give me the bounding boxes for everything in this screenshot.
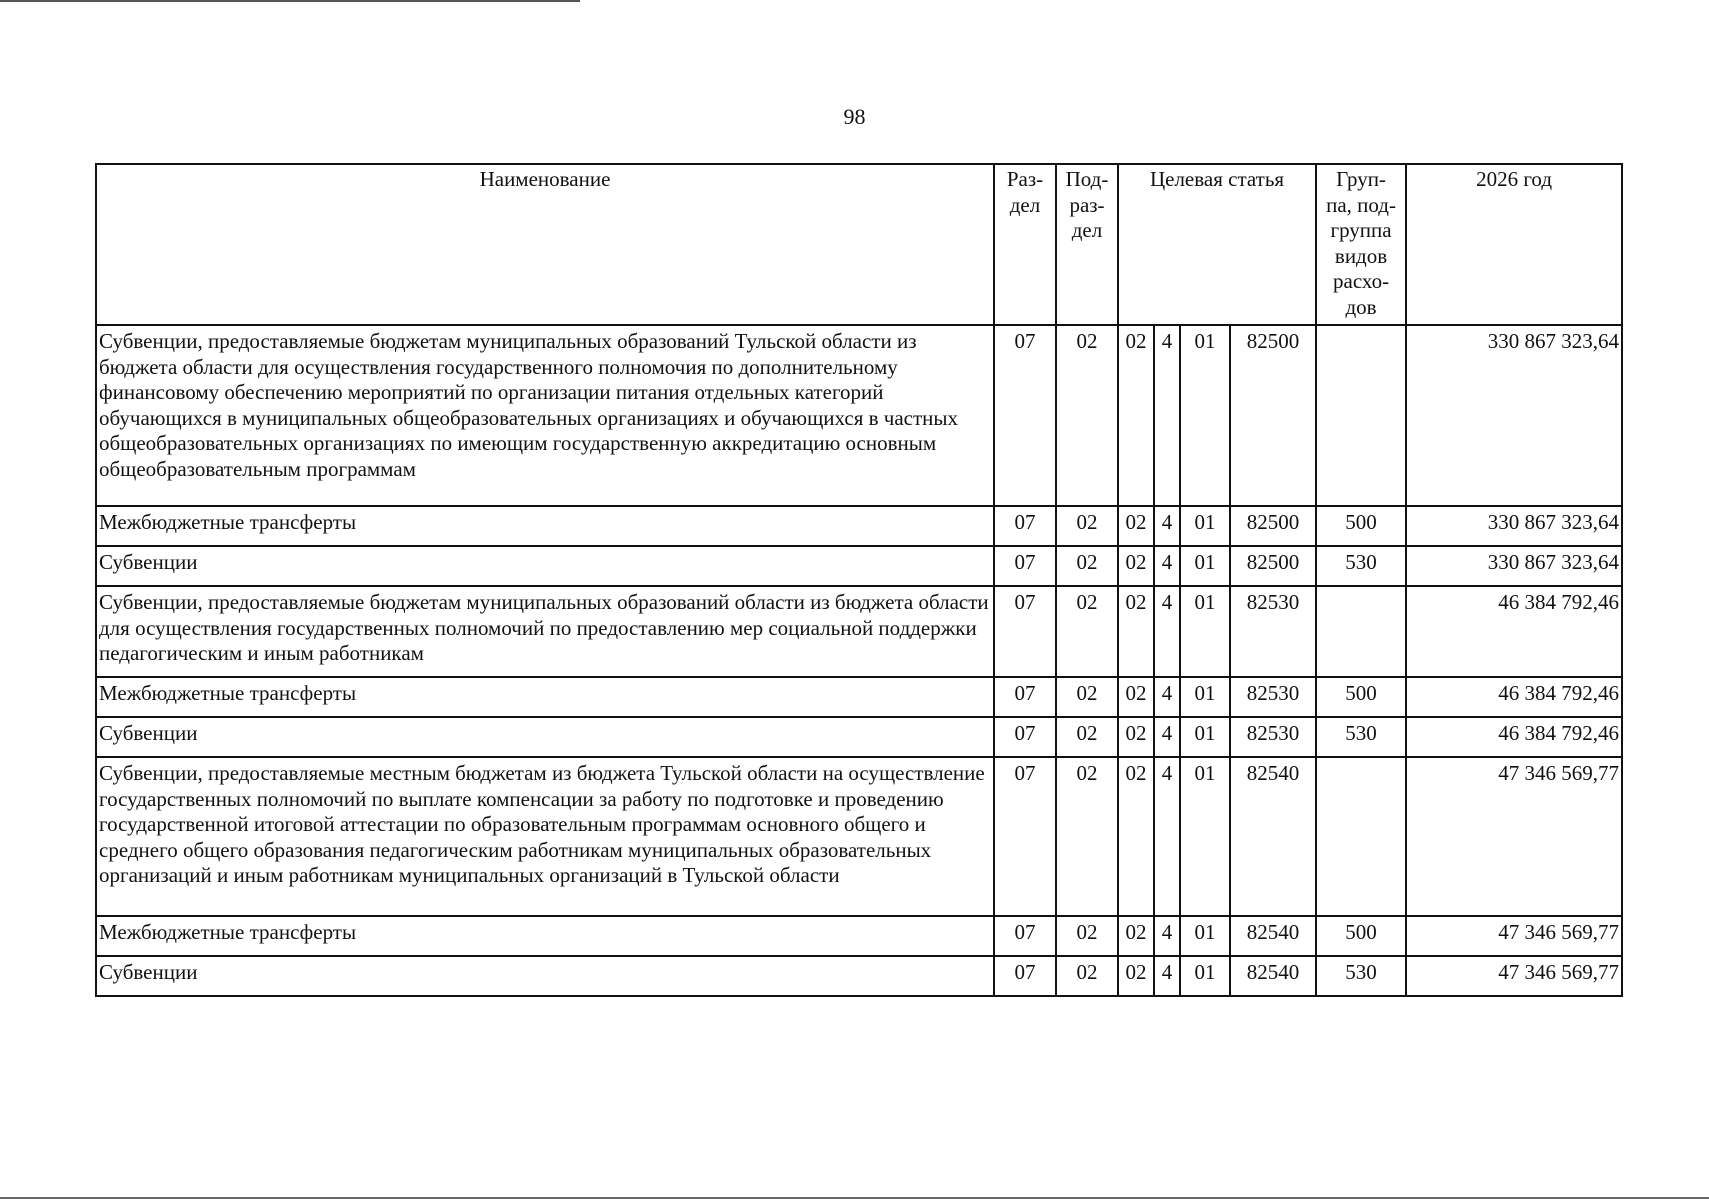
table-row (96, 916, 1622, 956)
row-expense-group-cell (1316, 325, 1406, 506)
table-row (96, 757, 1622, 916)
row-razdel-cell: 07 (994, 677, 1056, 717)
row-razdel-cell: 07 (994, 916, 1056, 956)
row-target-direction-cell: 82530 (1230, 717, 1316, 757)
row-target-subprogram-cell: 01 (1180, 506, 1230, 546)
row-target-direction-cell: 82530 (1230, 677, 1316, 717)
row-target-type-cell: 4 (1154, 916, 1180, 956)
row-target-subprogram-cell: 01 (1180, 586, 1230, 677)
row-target-subprogram-cell: 01 (1180, 325, 1230, 506)
row-target-type-cell: 4 (1154, 757, 1180, 916)
row-razdel-cell: 07 (994, 546, 1056, 586)
table-row (96, 717, 1622, 757)
row-amount-cell: 330 867 323,64 (1406, 546, 1622, 586)
row-target-type-cell: 4 (1154, 546, 1180, 586)
row-target-direction-cell: 82500 (1230, 546, 1316, 586)
row-podrazdel-cell: 02 (1056, 325, 1118, 506)
row-target-direction-cell: 82530 (1230, 586, 1316, 677)
row-name-cell: Субвенции, предоставляемые местным бюджетам из бюджета Тульской области на осуществление государственных полномочий по выплате компенсации за работу по подготовке и проведению государственной итоговой аттестации по образовательным программам основного общего и среднего общего образования педагогическим работникам муниципальных образовательных организаций и иным работникам муниципальных организаций в Тульской области (96, 757, 994, 916)
row-target-subprogram-cell: 01 (1180, 717, 1230, 757)
table-row (96, 586, 1622, 677)
row-target-program-cell: 02 (1118, 546, 1154, 586)
row-target-subprogram-cell: 01 (1180, 677, 1230, 717)
row-amount-cell: 330 867 323,64 (1406, 506, 1622, 546)
row-razdel-cell: 07 (994, 506, 1056, 546)
row-target-type-cell: 4 (1154, 717, 1180, 757)
budget-table (95, 163, 1623, 997)
row-podrazdel-cell: 02 (1056, 506, 1118, 546)
table-body (96, 325, 1622, 996)
top-scan-rule (0, 0, 580, 2)
row-expense-group-cell: 500 (1316, 506, 1406, 546)
row-amount-cell: 330 867 323,64 (1406, 325, 1622, 506)
row-name-cell: Субвенции (96, 717, 994, 757)
row-razdel-cell: 07 (994, 956, 1056, 996)
row-target-direction-cell: 82500 (1230, 506, 1316, 546)
row-expense-group-cell: 530 (1316, 546, 1406, 586)
row-target-subprogram-cell: 01 (1180, 546, 1230, 586)
row-podrazdel-cell: 02 (1056, 546, 1118, 586)
header-razdel: Раз- дел (994, 164, 1056, 325)
row-name-cell: Субвенции, предоставляемые бюджетам муниципальных образований Тульской области из бюджета области для осуществления государственного полномочия по дополнительному финансовому обеспечению мероприятий по организации питания отдельных категорий обучающихся в муниципальных общеобразовательных организациях и обучающихся в частных общеобразовательных организациях по имеющим государственную аккредитацию основным общеобразовательным программам (96, 325, 994, 506)
header-name: Наименование (96, 164, 994, 325)
row-name-cell: Субвенции (96, 546, 994, 586)
row-target-type-cell: 4 (1154, 586, 1180, 677)
table-header-row (96, 164, 1622, 325)
row-target-program-cell: 02 (1118, 506, 1154, 546)
row-target-direction-cell: 82540 (1230, 956, 1316, 996)
row-amount-cell: 47 346 569,77 (1406, 757, 1622, 916)
row-target-program-cell: 02 (1118, 757, 1154, 916)
row-name-cell: Субвенции (96, 956, 994, 996)
bottom-scan-rule (0, 1197, 1709, 1199)
table-row (96, 677, 1622, 717)
row-target-type-cell: 4 (1154, 677, 1180, 717)
row-target-direction-cell: 82500 (1230, 325, 1316, 506)
row-target-program-cell: 02 (1118, 717, 1154, 757)
row-expense-group-cell: 530 (1316, 717, 1406, 757)
row-target-subprogram-cell: 01 (1180, 956, 1230, 996)
table-row (96, 546, 1622, 586)
row-target-type-cell: 4 (1154, 506, 1180, 546)
header-target-article: Целевая статья (1118, 164, 1316, 325)
row-amount-cell: 47 346 569,77 (1406, 956, 1622, 996)
row-expense-group-cell: 500 (1316, 677, 1406, 717)
row-expense-group-cell: 530 (1316, 956, 1406, 996)
row-name-cell: Межбюджетные трансферты (96, 677, 994, 717)
row-razdel-cell: 07 (994, 717, 1056, 757)
row-target-program-cell: 02 (1118, 586, 1154, 677)
row-expense-group-cell: 500 (1316, 916, 1406, 956)
row-target-program-cell: 02 (1118, 916, 1154, 956)
row-amount-cell: 46 384 792,46 (1406, 677, 1622, 717)
row-expense-group-cell (1316, 757, 1406, 916)
row-amount-cell: 46 384 792,46 (1406, 586, 1622, 677)
row-podrazdel-cell: 02 (1056, 757, 1118, 916)
row-expense-group-cell (1316, 586, 1406, 677)
row-podrazdel-cell: 02 (1056, 956, 1118, 996)
row-razdel-cell: 07 (994, 757, 1056, 916)
row-target-type-cell: 4 (1154, 325, 1180, 506)
row-podrazdel-cell: 02 (1056, 916, 1118, 956)
table-row (96, 956, 1622, 996)
row-razdel-cell: 07 (994, 586, 1056, 677)
row-razdel-cell: 07 (994, 325, 1056, 506)
row-name-cell: Межбюджетные трансферты (96, 916, 994, 956)
row-name-cell: Межбюджетные трансферты (96, 506, 994, 546)
page-number: 98 (843, 104, 866, 129)
table-row (96, 506, 1622, 546)
row-target-program-cell: 02 (1118, 956, 1154, 996)
row-target-subprogram-cell: 01 (1180, 916, 1230, 956)
header-podrazdel: Под- раз- дел (1056, 164, 1118, 325)
row-target-direction-cell: 82540 (1230, 757, 1316, 916)
row-podrazdel-cell: 02 (1056, 586, 1118, 677)
row-target-direction-cell: 82540 (1230, 916, 1316, 956)
header-expense-group: Груп- па, под- группа видов расхо- дов (1316, 164, 1406, 325)
row-target-program-cell: 02 (1118, 677, 1154, 717)
row-podrazdel-cell: 02 (1056, 717, 1118, 757)
row-amount-cell: 46 384 792,46 (1406, 717, 1622, 757)
row-target-type-cell: 4 (1154, 956, 1180, 996)
row-target-program-cell: 02 (1118, 325, 1154, 506)
row-amount-cell: 47 346 569,77 (1406, 916, 1622, 956)
row-podrazdel-cell: 02 (1056, 677, 1118, 717)
header-year-2026: 2026 год (1406, 164, 1622, 325)
row-name-cell: Субвенции, предоставляемые бюджетам муниципальных образований области из бюджета области для осуществления государственных полномочий по предоставлению мер социальной поддержки педагогическим и иным работникам (96, 586, 994, 677)
table-row (96, 325, 1622, 506)
row-target-subprogram-cell: 01 (1180, 757, 1230, 916)
